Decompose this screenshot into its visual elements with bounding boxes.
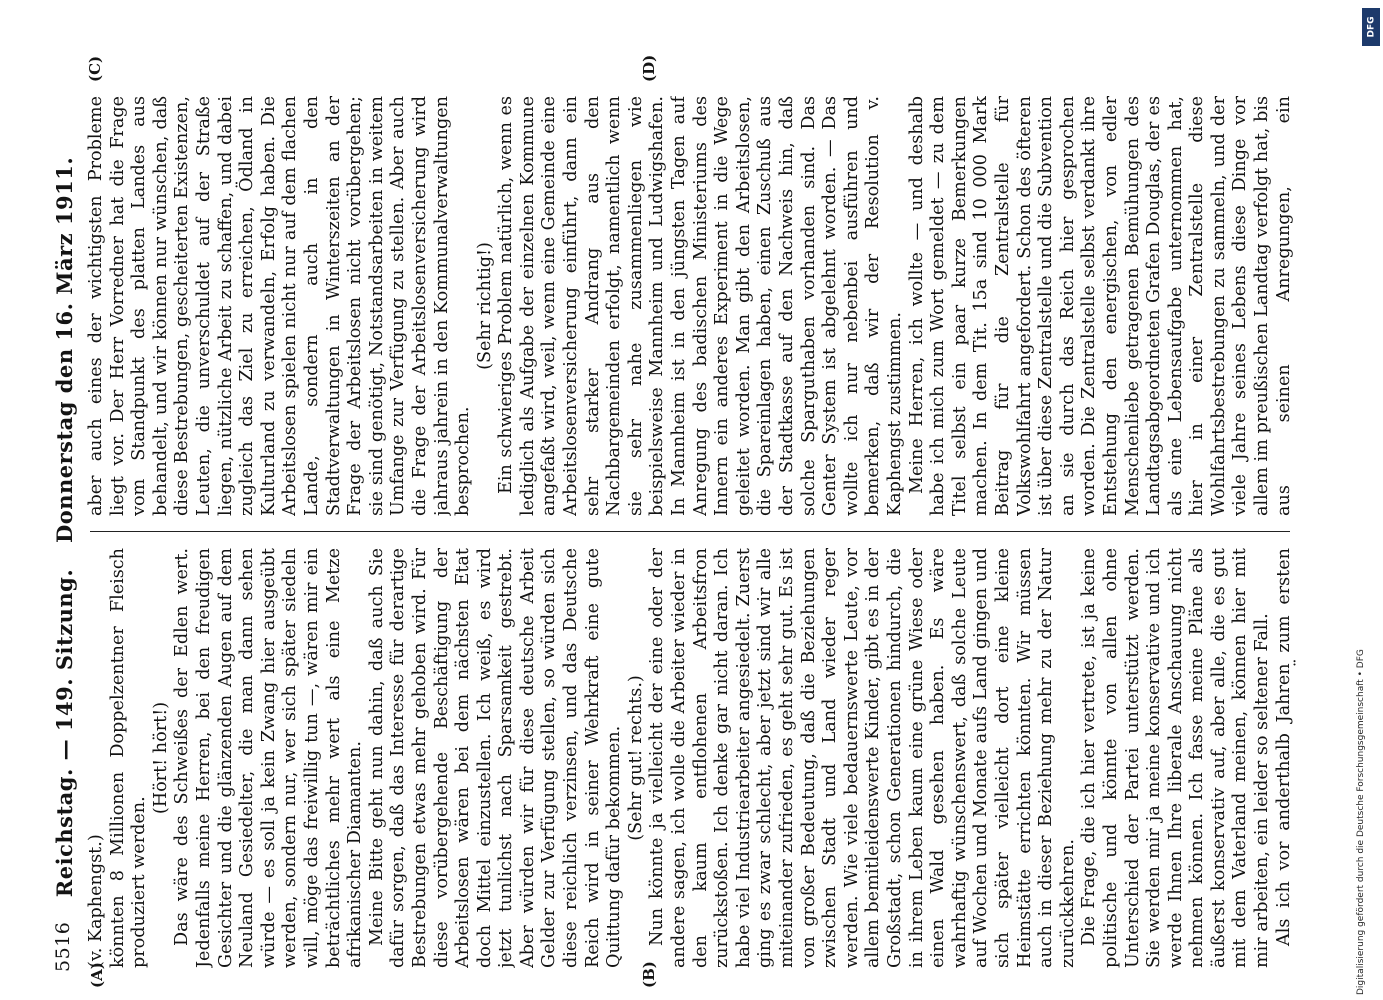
margin-marker-c: (C) — [86, 55, 104, 82]
page-number: 5516 — [52, 921, 74, 972]
title-left: Reichstag. — 149. Sitzung. — [52, 568, 77, 898]
paragraph: (Sehr richtig!) — [474, 242, 495, 370]
title-right: Donnerstag den 16. März 1911. — [52, 156, 77, 544]
paragraph: Meine Herren, ich wollte — und deshalb habe ich mich zum Wort gemeldet — zu dem Titel selbst ein paar kurze Bemerkungen machen. In dem Tit. 15a sind 10 000 Mark Beitrag für die Zentralstelle für Volkswohlfahrt angefordert. Schon des öfteren ist über diese Zentralstelle und die Subvention an sie durch das Reich hier gesprochen worden. Die Zentralstelle selbst verdankt ihre Entstehung den energischen, von edler Menschenliebe getragenen Bemühungen des Landtagsabgeordneten Grafen Douglas, der es als eine Lebensaufgabe unternommen hat, hier in einer Zentralstelle diese Wohlfahrtsbestrebungen zu sammeln, und der viele Jahre seines Lebens diese Dinge vor allem im preußischen Landtag verfolgt hat, bis aus seinen Anregungen, ein — [906, 96, 1294, 516]
margin-marker-a: (A) — [88, 962, 106, 988]
digitization-credit: Digitalisierung gefördert durch die Deutsche Forschungsgemeinschaft • DFG — [1356, 649, 1366, 995]
margin-marker-b: (B) — [640, 961, 658, 988]
paragraph: Meine Bitte geht nun dahin, daß auch Sie dafür sorgen, daß das Interesse für derartige Bestrebungen etwas mehr gehoben wird. Für diese vorübergehende Beschäftigung der Arbeitslosen wären bei dem nächsten Etat doch Mittel einzustellen. Ich weiß, es wird jetzt tunlichst nach Sparsamkeit gestrebt. Aber würden wir für diese deutsche Arbeit Gelder zur Verfügung stellen, so würden sich diese reichlich verzinsen, und das Deutsche Reich wird in seiner Wehrkraft eine gute Quittung dafür bekommen. — [366, 548, 625, 968]
paragraph: Ein schwieriges Problem natürlich, wenn es lediglich als Aufgabe der einzelnen Kommune angefaßt wird, weil, wenn eine Gemeinde eine Arbeitslosenversicherung einführt, dann ein sehr starker Andrang aus den Nachbargemeinden erfolgt, namentlich wenn sie sehr nahe zusammenliegen wie beispielsweise Mannheim und Ludwigshafen. In Mannheim ist in den jüngsten Tagen auf Anregung des badischen Ministeriums des Innern ein anderes Experiment in die Wege geleitet worden. Man gibt den Arbeitslosen, die Spareinlagen haben, einen Zuschuß aus der Stadtkasse auf den Nachweis hin, daß solche Sparguthaben vorhanden sind. Das Genter System ist abgelehnt worden. — Das wollte ich nur nebenbei ausführen und bemerken, daß wir der Resolution v. Kaphengst zustimmen. — [496, 96, 905, 516]
paragraph: (v. Kaphengst.) — [86, 834, 106, 968]
running-title — [52, 82, 77, 972]
dfg-logo: DFG — [1362, 8, 1380, 46]
paragraph: Nun könnte ja vielleicht der eine oder der andere sagen, ich wolle die Arbeiter wieder in den kaum entflohenen Arbeitsfron zurückstoßen. Ich denke gar nicht daran. Ich habe viel Industriearbeiter angesiedelt. Zuerst ging es zwar schlecht, aber jetzt sind wir alle miteinander zufrieden, es geht sehr gut. Es ist von großer Bedeutung, daß die Beziehungen zwischen Stadt und Land wieder reger werden. Wie viele bedauernswerte Leute, vor allem bemitleidenswerte Kinder, gibt es in der Großstadt, schon Generationen hindurch, die in ihrem Leben kaum eine grüne Wiese oder einen Wald gesehen haben. Es wäre wahrhaftig wünschenswert, daß solche Leute auf Wochen und Monate aufs Land gingen und sich später vielleicht dort eine kleine Heimstätte errichten könnten. Wir müssen auch in dieser Beziehung mehr zu der Natur zurückkehren. — [647, 548, 1078, 968]
paragraph: aber auch eines der wichtigsten Probleme liegt vor. Der Herr Vorredner hat die Frage vom Standpunkt des platten Landes aus behandelt, und wir können nur wünschen, daß diese Bestrebungen, gescheiterten Existenzen, Leuten, die unverschuldet auf der Straße liegen, nützliche Arbeit zu schaffen, und dabei zugleich das Ziel zu erreichen, Ödland in Kulturland zu verwandeln, Erfolg haben. Die Arbeitslosen spielen nicht nur auf dem flachen Lande, sondern auch in den Stadtverwaltungen in Winterszeiten an der Frage der Arbeitslosen nicht vorübergehen; sie sind genötigt, Notstandsarbeiten in weitem Umfange zur Verfügung zu stellen. Aber auch die Frage der Arbeitslosenversicherung wird jahraus jahrein in den Kommunalverwaltungen besprochen. — [86, 96, 474, 516]
left-column — [86, 548, 1296, 968]
margin-marker-d: (D) — [640, 54, 658, 82]
paragraph: könnten 8 Millionen Doppelzentner Fleisch produziert werden. — [107, 548, 150, 968]
paragraph: (Hört! hört!) — [150, 701, 171, 815]
paragraph: Die Frage, die ich hier vertrete, ist ja keine politische und könnte von allen ohne Unterschied der Partei unterstützt werden. Sie werden mir ja meine konservative und ich werde Ihnen Ihre liberale Anschauung nicht nehmen können. Ich fasse meine Pläne als äußerst konservativ auf, aber alle, die es gut mit dem Vaterland meinen, können hier mit mir arbeiten, ein leider so seltener Fall. — [1079, 548, 1273, 968]
paragraph: (Sehr gut! rechts.) — [625, 675, 646, 841]
right-column — [86, 96, 1296, 516]
page-header — [48, 82, 82, 972]
paragraph: Das wäre des Schweißes der Edlen wert. Jedenfalls meine Herren, bei den freudigen Gesichter und die glänzenden Augen auf dem Neuland Gesiedelter, die man dann sehen würde — es soll ja kein Zwang hier ausgeübt werden, sondern nur, wer sich später siedeln will, möge das freiwillig tun —, wären mir ein beträchtliches mehr wert als eine Metze afrikanischer Diamanten. — [172, 548, 366, 968]
paragraph: Als ich vor anderthalb Jahren zum ersten — [1273, 548, 1294, 946]
document-page — [40, 54, 1310, 992]
column-divider — [90, 531, 1290, 532]
